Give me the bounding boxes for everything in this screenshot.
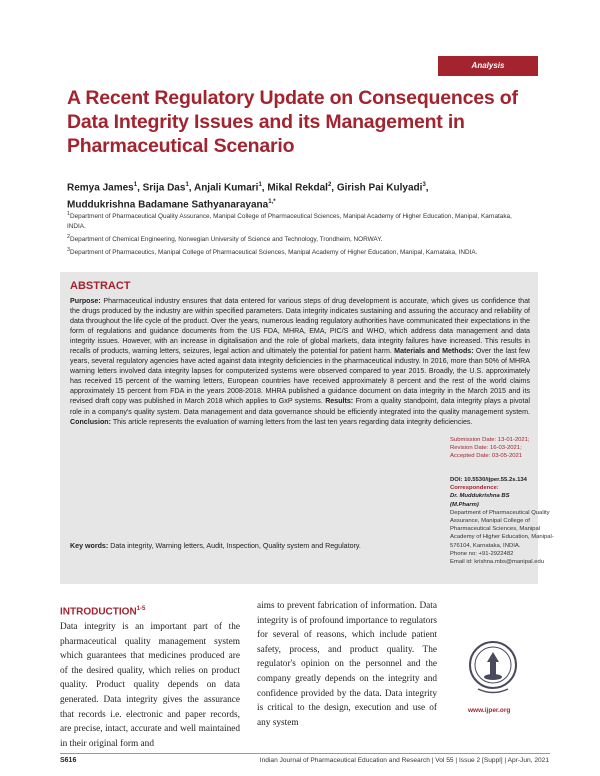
journal-footer: Indian Journal of Pharmaceutical Education and Research | Vol 55 | Issue 2 [Suppl] | Apr-Jun, 2021 <box>259 757 549 764</box>
correspondence-info: DOI: 10.5530/ijper.55.2s.134 Correspondence: Dr. Muddukrishna BS (M.Pharm) Department of Pharmaceutical Quality Assurance, Manipal College of Pharmaceutical Sciences, Manipal Academy of Higher Education, Manipal-576104, Karnataka, INDIA. Phone no: +91-2922482 Email id: krishna.mbs@manipal.edu <box>450 477 554 566</box>
intro-column-2: aims to prevent fabrication of information. Data integrity is of profound importance to regulators for several of reasons, which include patient safety, process, and product quality. The regulator's opinion on the personnel and the company greatly depends on the integrity and confidence provided by the data. Data integrity is critical to the design, execution and use of any system <box>257 601 437 728</box>
author-list: Remya James$^1$, Srija Das$^1$, Anjali Kumari$^1$, Mikal Rekdal$^2$, Girish Pai Kulyadi$^3$, Muddukrishna Badamane Sathyanarayana$^{1,*}$ <box>67 182 429 211</box>
author: Girish Pai Kulyadi <box>336 182 423 194</box>
introduction-heading: INTRODUCTION$^{1-5}$ <box>60 606 146 618</box>
affiliation: $^2$Department of Chemical Engineering, Norwegian University of Science and Technology, Trondheim, NORWAY. <box>67 233 383 243</box>
author: Mikal Rekdal <box>267 182 328 194</box>
abstract-text: Purpose: Pharmaceutical industry ensures that data entered for various steps of drug development is accurate, which gives us confidence that the drugs produced by the industry are within specified parameters. Data integrity indicates sustaining and assuring the accuracy and reliability of data throughout the life cycle of the product. Over the years, numerous leading regulatory authorities have communicated their expectations in the form of regulations and guidance documents from the US FDA, MHRA, EMA, PIC/S and WHO, which address data management and data integrity issues. However, with an increase in digitalisation and the role of global markets, data integrity failures have increased. This results in recalls of products, warning letters, seizures, legal action and ultimately the potential for patient harm. Materials and Methods: Over the last few years, several regulatory agencies have acted against data integrity deficiencies in the pharmaceutical industry. In 2016, more than 50% of MHRA warning letters involved data integrity lapses for computerized systems were observed compared to year 2015. Broadly, the U.S. approximately has received 15 percent of the warning letters, European countries have received approximately 8 percent and the rest of the world claims approximately 15 percent from FDA in the years 2008-2018. MHRA published a guidance document on data integrity in the March 2015 and its revised draft copy was published in March 2018 which applies to GxP systems. Results: From a quality standpoint, data integrity plays a pivotal role in a company's quality system. Data management and data governance should be efficiently integrated into the quality management system. Conclusion: This article represents the evaluation of warning letters from the last ten years regarding data integrity deficiencies. <box>70 297 530 426</box>
keywords: Key words: Data integrity, Warning letters, Audit, Inspection, Quality system and Regulatory. <box>70 542 361 550</box>
footer-divider <box>60 753 550 754</box>
author: Remya James <box>67 182 134 194</box>
article-dates: Submission Date: 13-01-2021; Revision Date: 16-03-2021; Accepted Date: 03-05-2021 <box>450 437 530 460</box>
journal-website-link[interactable]: www.ijper.org <box>468 707 511 714</box>
page-number: S616 <box>60 757 77 764</box>
affiliation: $^1$Department of Pharmaceutical Quality Assurance, Manipal College of Pharmaceutical Sciences, Manipal Academy of Higher Education, Manipal, Karnataka, INDIA. <box>67 211 512 230</box>
section-tag: Analysis <box>438 56 538 76</box>
author: Anjali Kumari <box>193 182 259 194</box>
journal-emblem-icon <box>468 640 518 700</box>
affiliation: $^3$Department of Pharmaceutics, Manipal College of Pharmaceutical Sciences, Manipal Academy of Higher Education, Manipal, Karnataka, INDIA. <box>67 247 478 257</box>
affiliations <box>67 210 527 259</box>
abstract-heading: ABSTRACT <box>70 280 131 292</box>
author: Muddukrishna Badamane Sathyanarayana <box>67 199 269 211</box>
article-title: A Recent Regulatory Update on Consequences of Data Integrity Issues and its Management in Pharmaceutical Scenario <box>67 87 518 157</box>
author: Srija Das <box>142 182 186 194</box>
intro-column-1: Data integrity is an important part of the pharmaceutical quality management system which guarantees that medicines produced are of the desired quality, which relies on product quality. Product quality depends on data generated. Data integrity gives the assurance that records i.e. electronic and paper records, are precise, intact, accurate and well maintained in their original form and <box>60 622 240 749</box>
